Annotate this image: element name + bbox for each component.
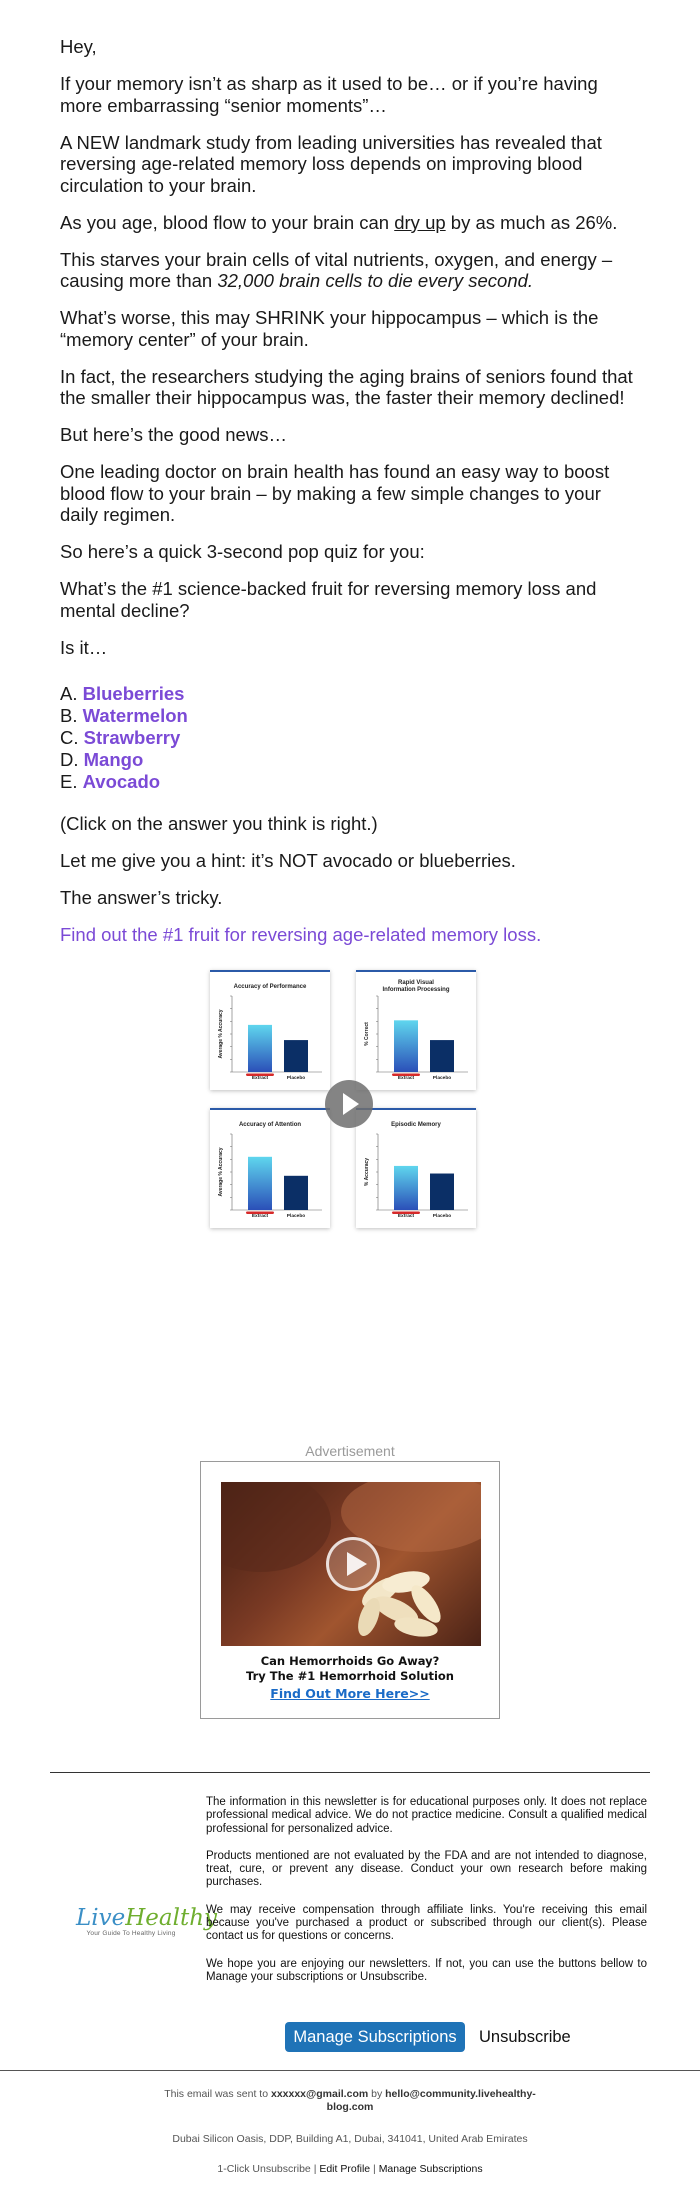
y-axis-label: Average % Accuracy (218, 1147, 224, 1197)
choice-blueberries-link[interactable]: Blueberries (82, 683, 185, 704)
choice-a: A. Blueberries (60, 683, 185, 704)
ad-label: Advertisement (305, 1443, 395, 1459)
placebo-bar (430, 1040, 454, 1072)
ad-headline-2: Try The #1 Hemorrhoid Solution (246, 1669, 454, 1683)
placebo-bar (284, 1040, 308, 1072)
disclaimer (206, 1796, 647, 1998)
quiz-choices (60, 683, 640, 793)
address: Dubai Silicon Oasis, DDP, Building A1, Dubai, 341041, United Arab Emirates (172, 2133, 528, 2145)
ad-play-icon[interactable] (326, 1537, 380, 1591)
choice-c: C. Strawberry (60, 727, 181, 748)
edit-profile-link[interactable]: Edit Profile (319, 2163, 371, 2175)
unsubscribe-button[interactable]: Unsubscribe (479, 2028, 571, 2046)
recipient-email: xxxxxx@gmail.com (270, 2088, 369, 2100)
redaction-mark (246, 1212, 274, 1215)
disclaimer-1: The information in this newsletter is for educational purposes only. It does not replace professional medical advice. We do not practice medicine. Consult a qualified medical professional for personalized advice. (206, 1796, 647, 1835)
chart-title: Accuracy of Performance (233, 984, 307, 990)
category-label: Placebo (286, 1076, 306, 1081)
ad-text (201, 1654, 499, 1701)
redaction-mark (392, 1074, 420, 1077)
choice-b: B. Watermelon (60, 705, 188, 726)
paragraph-1: If your memory isn’t as sharp as it used to be… or if you’re having more embarrassing “senior moments”… (60, 73, 598, 116)
choice-avocado-link[interactable]: Avocado (82, 771, 161, 792)
ad-cta-link[interactable]: Find Out More Here>> (270, 1686, 430, 1701)
category-label: Extract (251, 1214, 269, 1219)
paragraph-6: In fact, the researchers studying the aging brains of seniors found that the smaller their hippocampus was, the faster their memory declined! (60, 365, 633, 408)
chart-card-1 (210, 970, 330, 1090)
brand-logo (76, 1905, 218, 1937)
video-thumbnail[interactable] (205, 968, 495, 1228)
category-label: Extract (397, 1076, 415, 1081)
ad-headline-1: Can Hemorrhoids Go Away? (260, 1654, 440, 1668)
paragraph-7: But here’s the good news… (60, 424, 287, 445)
paragraph-12: (Click on the answer you think is right.) (60, 813, 378, 834)
redaction-mark (392, 1212, 420, 1215)
choice-strawberry-link[interactable]: Strawberry (83, 727, 181, 748)
extract-bar (394, 1166, 418, 1210)
y-axis-label: % Accuracy (364, 1157, 370, 1187)
paragraph-5: What’s worse, this may SHRINK your hippocampus – which is the “memory center” of your brain. (60, 307, 599, 350)
ad-box[interactable] (200, 1461, 500, 1719)
category-label: Placebo (286, 1214, 306, 1219)
y-axis-label: Average % Accuracy (218, 1009, 224, 1059)
paragraph-4: This starves your brain cells of vital nutrients, oxygen, and energy – causing more than 32,000 brain cells to die every second. (60, 248, 613, 291)
manage-subscriptions-button[interactable]: Manage Subscriptions (285, 2022, 465, 2052)
choice-mango-link[interactable]: Mango (83, 749, 144, 770)
sender-email-2: blog.com (326, 2101, 374, 2113)
paragraph-10: What’s the #1 science-backed fruit for reversing memory loss and mental decline? (60, 578, 597, 621)
ad-image[interactable] (221, 1482, 481, 1646)
logo-wordmark: LiveHealthy (76, 1905, 218, 1931)
one-click-unsubscribe-link[interactable]: 1-Click Unsubscribe (217, 2163, 311, 2175)
email-body (60, 36, 640, 946)
divider (50, 1772, 650, 1773)
paragraph-11: Is it… (60, 636, 108, 658)
chart-card-2 (356, 970, 476, 1090)
y-axis-label: % Correct (364, 1022, 370, 1046)
chart-title: Accuracy of Attention (238, 1122, 302, 1128)
category-label: Extract (397, 1214, 415, 1219)
paragraph-13: Let me give you a hint: it’s NOT avocado or blueberries. (60, 850, 516, 871)
paragraph-14: The answer’s tricky. (60, 887, 223, 908)
category-label: Placebo (432, 1076, 452, 1081)
play-icon[interactable] (325, 1080, 373, 1128)
paragraph-3: As you age, blood flow to your brain can dry up by as much as 26%. (60, 211, 618, 233)
extract-bar (248, 1157, 272, 1210)
chart-title: Episodic Memory (391, 1122, 441, 1128)
chart-card-3 (210, 1108, 330, 1228)
paragraph-9: So here’s a quick 3-second pop quiz for you: (60, 541, 425, 562)
find-out-fruit-link[interactable]: Find out the #1 fruit for reversing age-related memory loss. (60, 924, 542, 945)
choice-e: E. Avocado (60, 771, 161, 792)
footer-divider (0, 2070, 700, 2071)
category-label: Placebo (432, 1214, 452, 1219)
choice-watermelon-link[interactable]: Watermelon (82, 705, 188, 726)
redaction-mark (246, 1074, 274, 1077)
category-label: Extract (251, 1076, 269, 1081)
choice-d: D. Mango (60, 749, 144, 770)
disclaimer-2: Products mentioned are not evaluated by the FDA and are not intended to diagnose, treat, cure, or prevent any disease. Conduct your own research before making purchases. (206, 1849, 647, 1889)
dry-up-text: dry up (394, 211, 446, 233)
footer-manage-link[interactable]: Manage Subscriptions (378, 2163, 483, 2175)
disclaimer-3: We may receive compensation through affiliate links. You're receiving this email because you've purchased a product or subscribed through our client(s). Please contact us for questions or concerns. (206, 1903, 647, 1943)
disclaimer-4: We hope you are enjoying our newsletters. If not, you can use the buttons bellow to Manage your subscriptions or Unsubscribe. (206, 1957, 647, 1983)
placebo-bar (284, 1176, 308, 1210)
extract-bar (394, 1020, 418, 1072)
sent-to-line: This email was sent to xxxxxx@gmail.com by hello@community.livehealthy- blog.com (164, 2088, 536, 2113)
placebo-bar (430, 1174, 454, 1210)
logo-tagline: Your Guide To Healthy Living (86, 1930, 176, 1937)
sender-email-1: hello@community.livehealthy- (385, 2088, 536, 2100)
paragraph-2: A NEW landmark study from leading universities has revealed that reversing age-related memory loss depends on improving blood circulation to your brain. (60, 131, 602, 196)
extract-bar (248, 1025, 272, 1072)
greeting: Hey, (60, 36, 97, 57)
footer-links: 1-Click Unsubscribe | Edit Profile | Manage Subscriptions (217, 2163, 483, 2175)
chart-title: Rapid Visual Information Processing (382, 980, 450, 993)
chart-card-4 (356, 1108, 476, 1228)
paragraph-8: One leading doctor on brain health has found an easy way to boost blood flow to your brain – by making a few simple changes to your daily regimen. (60, 461, 610, 525)
